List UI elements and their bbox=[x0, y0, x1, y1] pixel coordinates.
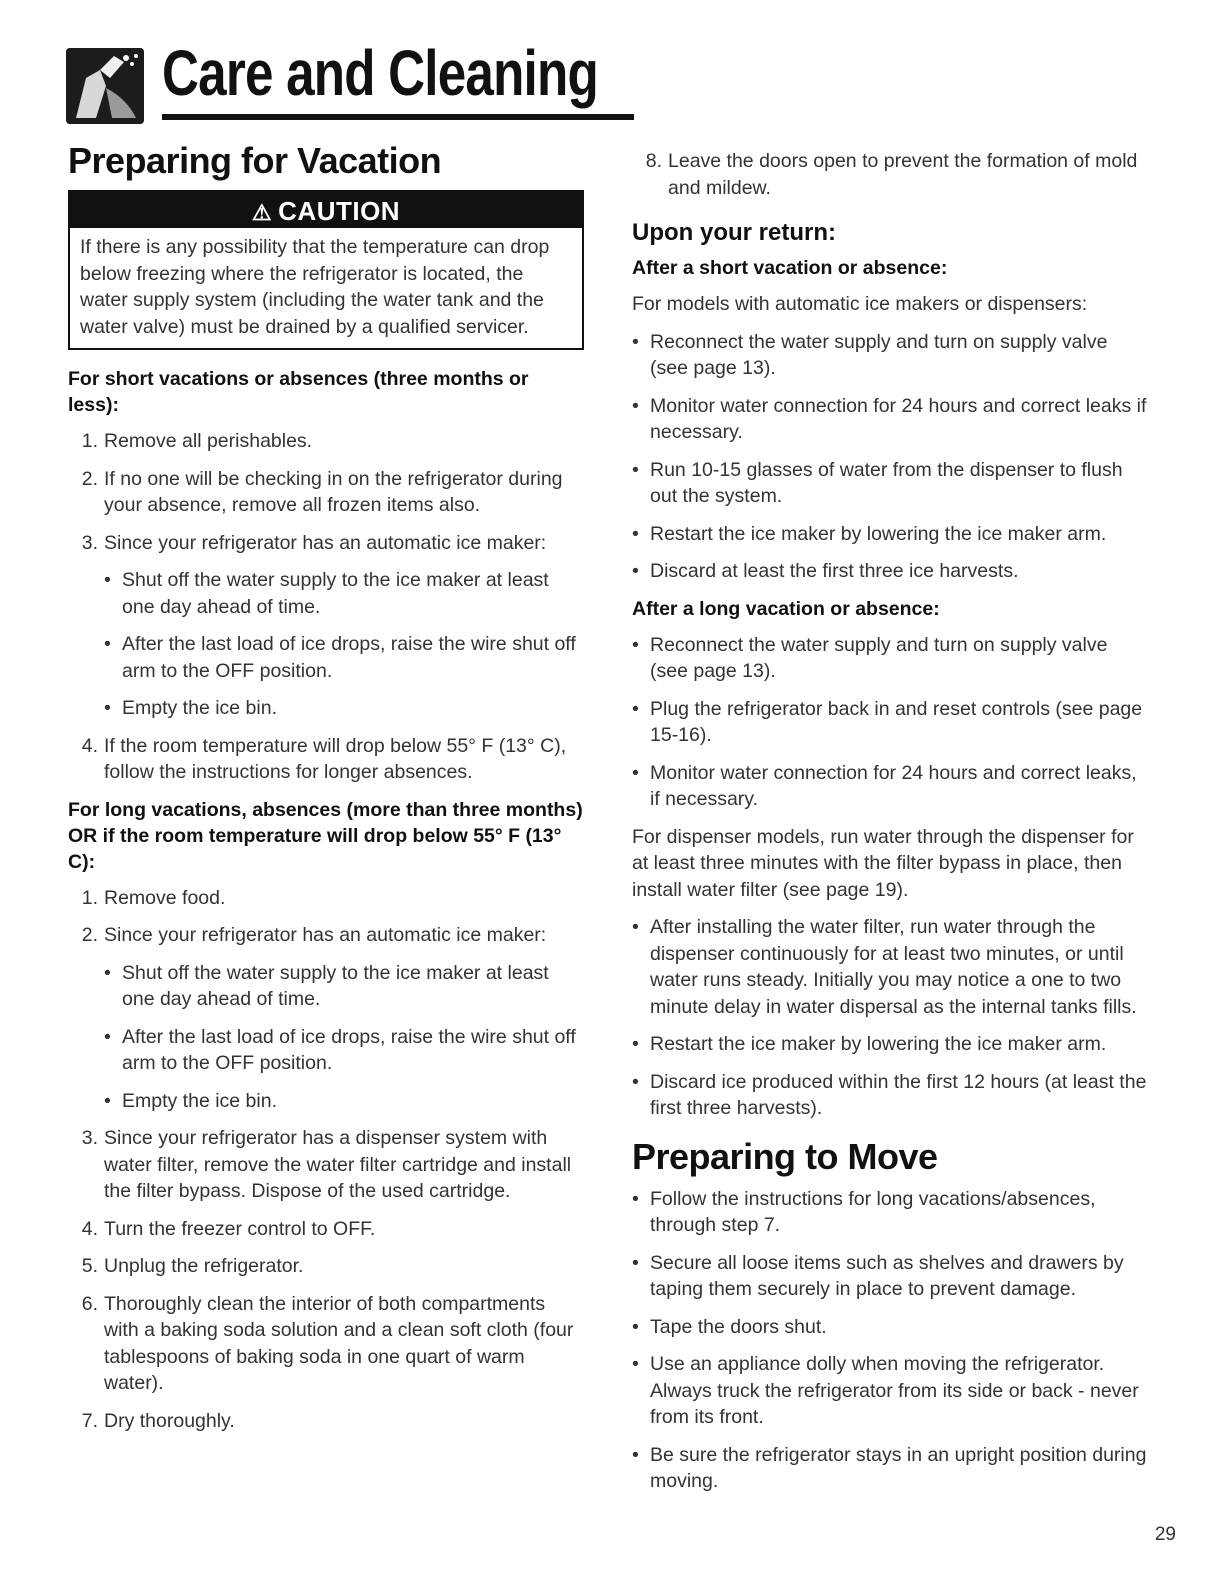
long-vacation-steps-cont bbox=[632, 148, 1147, 201]
list-item: • Secure all loose items such as shelves and drawers by taping them securely in place to prevent damage. bbox=[632, 1250, 1147, 1303]
caution-label: CAUTION bbox=[278, 196, 401, 226]
dispenser-bullets bbox=[632, 914, 1147, 1122]
left-column bbox=[68, 140, 584, 1445]
move-bullets bbox=[632, 1186, 1147, 1495]
list-item: • After installing the water filter, run water through the dispenser continuously for at least two minutes, or until water runs steady. Initially you may notice a one to two minute delay in water dispersal as the internal tanks fills. bbox=[632, 914, 1147, 1020]
list-item: • After the last load of ice drops, raise the wire shut off arm to the OFF position. bbox=[104, 1024, 584, 1077]
caution-box bbox=[68, 190, 584, 350]
page-title: Care and Cleaning bbox=[162, 37, 598, 109]
list-item: 3 . Since your refrigerator has a dispenser system with water filter, remove the water filter cartridge and install the filter bypass. Dispose of the used cartridge. bbox=[68, 1125, 584, 1205]
long-vacation-steps bbox=[68, 885, 584, 1435]
list-item: • Use an appliance dolly when moving the refrigerator. Always truck the refrigerator from its side or back - never from its front. bbox=[632, 1351, 1147, 1431]
page-header bbox=[66, 37, 598, 124]
short-vacation-heading: For short vacations or absences (three months or less): bbox=[68, 368, 529, 416]
list-item: • Reconnect the water supply and turn on supply valve (see page 13). bbox=[632, 632, 1147, 685]
list-item: • After the last load of ice drops, raise the wire shut off arm to the OFF position. bbox=[104, 631, 584, 684]
caution-header bbox=[70, 192, 582, 228]
short-vacation-steps bbox=[68, 428, 584, 786]
long-icemaker-bullets bbox=[104, 960, 584, 1115]
list-item: • Empty the ice bin. bbox=[104, 1088, 584, 1115]
right-column bbox=[632, 148, 1147, 1506]
short-return-bullets bbox=[632, 329, 1147, 585]
dispenser-paragraph: For dispenser models, run water through the dispenser for at least three minutes with the filter bypass in place, then install water filter (see page 19). bbox=[632, 825, 1134, 901]
vacation-title: Preparing for Vacation bbox=[68, 140, 442, 181]
list-item: • Run 10-15 glasses of water from the dispenser to flush out the system. bbox=[632, 457, 1147, 510]
list-item: • Discard at least the first three ice harvests. bbox=[632, 558, 1147, 585]
return-title: Upon your return: bbox=[632, 219, 836, 246]
list-item: • Shut off the water supply to the ice maker at least one day ahead of time. bbox=[104, 960, 584, 1013]
list-item: 2 . Since your refrigerator has an automatic ice maker: • Shut off the water supply to the ice maker at least one day ahead of time. • After the last load of ice drops, raise the wire shut off arm to the OFF position. • Empty the ice bin. bbox=[68, 922, 584, 1114]
list-item: 6 . Thoroughly clean the interior of both compartments with a baking soda solution and a clean soft cloth (four tablespoons of baking soda in one quart of warm water). bbox=[68, 1291, 584, 1397]
list-item: 4 . Turn the freezer control to OFF. bbox=[68, 1216, 584, 1243]
list-item: 4 . If the room temperature will drop below 55° F (13° C), follow the instructions for longer absences. bbox=[68, 733, 584, 786]
list-item: • Be sure the refrigerator stays in an upright position during moving. bbox=[632, 1442, 1147, 1495]
list-item: • Monitor water connection for 24 hours and correct leaks, if necessary. bbox=[632, 760, 1147, 813]
title-rule bbox=[162, 114, 634, 120]
list-item: • Restart the ice maker by lowering the ice maker arm. bbox=[632, 1031, 1147, 1058]
cleaning-spray-icon bbox=[66, 48, 144, 124]
long-return-heading: After a long vacation or absence: bbox=[632, 597, 940, 620]
list-item: • Empty the ice bin. bbox=[104, 695, 584, 722]
list-item: • Follow the instructions for long vacations/absences, through step 7. bbox=[632, 1186, 1147, 1239]
list-item: 3 . Since your refrigerator has an automatic ice maker: • Shut off the water supply to the ice maker at least one day ahead of time. • After the last load of ice drops, raise the wire shut off arm to the OFF position. • Empty the ice bin. bbox=[68, 530, 584, 722]
short-return-heading: After a short vacation or absence: bbox=[632, 257, 948, 279]
list-item: • Tape the doors shut. bbox=[632, 1314, 1147, 1341]
short-icemaker-bullets bbox=[104, 567, 584, 722]
list-item: 7 . Dry thoroughly. bbox=[68, 1408, 584, 1435]
list-item: • Reconnect the water supply and turn on supply valve (see page 13). bbox=[632, 329, 1147, 382]
list-item: 5 . Unplug the refrigerator. bbox=[68, 1253, 584, 1280]
warning-triangle-icon: ⚠ bbox=[251, 200, 273, 225]
list-item: 2 . If no one will be checking in on the refrigerator during your absence, remove all frozen items also. bbox=[68, 466, 584, 519]
list-item: • Discard ice produced within the first 12 hours (at least the first three harvests). bbox=[632, 1069, 1147, 1122]
long-return-bullets bbox=[632, 632, 1147, 813]
list-item: • Monitor water connection for 24 hours and correct leaks if necessary. bbox=[632, 393, 1147, 446]
caution-text: If there is any possibility that the temperature can drop below freezing where the refrigerator is located, the water supply system (including the water tank and the water valve) must be drained by a qualified servicer. bbox=[80, 236, 550, 338]
short-return-intro: For models with automatic ice makers or dispensers: bbox=[632, 293, 1088, 315]
list-item: • Restart the ice maker by lowering the ice maker arm. bbox=[632, 521, 1147, 548]
move-title: Preparing to Move bbox=[632, 1135, 938, 1177]
long-vacation-heading: For long vacations, absences (more than three months) OR if the room temperature will drop below 55° F (13° C): bbox=[68, 798, 583, 873]
list-item: • Plug the refrigerator back in and reset controls (see page 15-16). bbox=[632, 696, 1147, 749]
list-item: 8 . Leave the doors open to prevent the formation of mold and mildew. bbox=[632, 148, 1147, 201]
list-item: • Shut off the water supply to the ice maker at least one day ahead of time. bbox=[104, 567, 584, 620]
list-item: 1 . Remove food. bbox=[68, 885, 584, 912]
page-number: 29 bbox=[1154, 1524, 1176, 1545]
list-item: 1 . Remove all perishables. bbox=[68, 428, 584, 455]
